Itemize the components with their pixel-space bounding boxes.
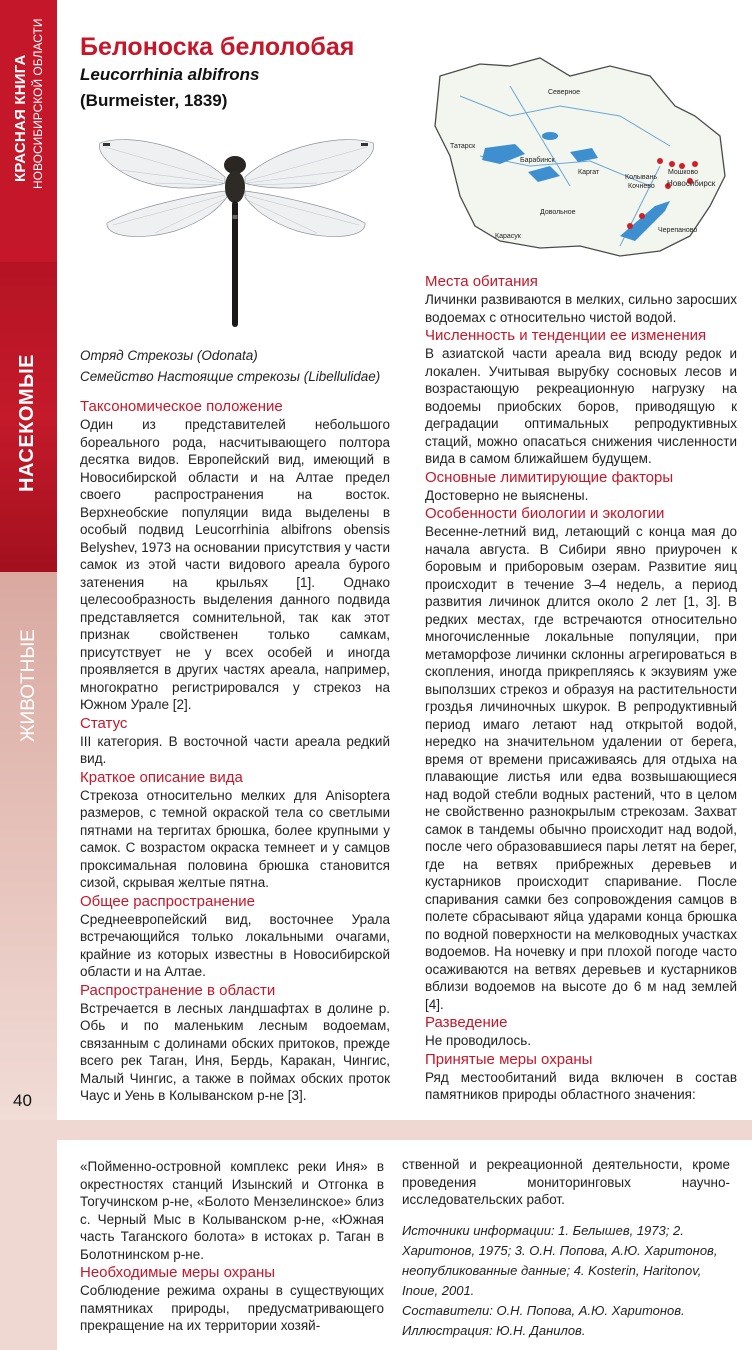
section-text: Не проводилось. [425,1033,532,1048]
map-label-tatarsk: Татарск [450,143,476,150]
distribution-map [420,36,740,266]
continuation-text: ственной и рекреационной деятельности, кроме проведения мониторинговых научно-исследовательских работ. [402,1157,730,1207]
map-label-kargat: Каргат [578,169,600,176]
section-heading: Особенности биологии и экологии [425,505,665,522]
section-heading: Места обитания [425,273,538,290]
map-label-severnoe: Северное [548,89,581,96]
map-label-cherepanovo: Черепаново [658,227,698,234]
section-text: Соблюдение режима охраны в существующих памятниках природы, предусматривающего прекращение на их территории хозяй- [80,1283,384,1333]
bottom-left-column [80,1158,384,1335]
map-label-moshkovo: Мошково [668,169,698,176]
section-heading: Общее распространение [80,892,255,910]
map-label-karasuk: Карасук [495,233,521,240]
section-heading: Распространение в области [80,981,276,999]
map-label-kolyvan: Колывань [625,174,657,181]
section-text: Один из представителей небольшого бореального рода, насчитывающего полтора десятка видов. Европейский вид, имеющий в Новосибирской области и на Алтае предел своего распространения на восток. Верхнеобские популяции вида выделены в особый подвид Leucorrhinia albifrons obensis Belyshev, 1973 на основании присутствия у части самок из этой части видового ареала бурого затенения на крыльях [1]. Однако целесообразность выделения данного подвида представляется сомнительной, так как этот признак свойственен только самкам, присутствует не у всех особей и иногда проявляется в других частях ареала, например, многократно регистрировался у стрекоз на Южном Урале [2]. [80,417,390,712]
order-line: Отряд Стрекозы (Odonata) [80,348,258,363]
map-label-barabinsk: Барабинск [520,157,555,164]
map-label-kochnevo: Кочнево [628,183,655,190]
section-heading: Основные лимитирующие факторы [425,468,674,486]
kingdom-label: ЖИВОТНЫЕ [18,629,39,742]
map-label-novosibirsk: Новосибирск [667,179,716,188]
continuation-text: «Пойменно-островной комплекс реки Иня» в окрестностях станций Изынский и Отгонка в Тогучинском р-не, «Болото Мензелинское» близ с. Черный Мыс в Колыванском р-не, «Южная часть Таганского болота» в истоках р. Таган в Болотнинском р-не. [80,1159,384,1262]
section-text: В азиатской части ареала вид всюду редок и локален. Учитывая вырубку сосновых лесов и возрастающую рекреационную нагрузку на водоемы приобских боров, приводящую к деградации оптимальных репродуктивных стаций, можно опасаться снижения численности вида в самом ближайшем будущем. [425,346,737,466]
compilers-text: Составители: О.Н. Попова, А.Ю. Харитонов. [402,1302,685,1318]
section-text: Достоверно не выяснены. [425,487,589,503]
species-title: Белоноска белолобая [80,33,355,61]
section-text: Встречается в лесных ландшафтах в долине р. Обь и по маленьким лесным водоемам, связанным с долинами обских притоков, прежде всего рек Таган, Иня, Бердь, Каракан, Чингис, Малый Чингис, а также в поймах обских проток Чаус и Уень в Колыванском р-не [3]. [80,1000,390,1103]
section-heading: Таксономическое положение [80,398,283,415]
section-heading: Краткое описание вида [80,768,243,786]
sources-text: Источники информации: 1. Белышев, 1973; 2. Харитонов, 1975; 3. О.Н. Попова, А.Ю. Харитонов, неопубликованные данные; 4. Kosterin, Haritonov, Inoue, 2001. [402,1222,718,1298]
section-heading: Необходимые меры охраны [80,1264,276,1281]
section-text: Среднеевропейский вид, восточнее Урала встречающийся только локальными очагами, крайние из которых известны в Новосибирской области и на Алтае. [80,911,390,979]
section-heading: Статус [80,714,128,732]
sidebar [0,0,57,1120]
section-text: Стрекоза относительно мелких для Anisoptera размеров, с темной окраской тела со светлыми пятнами на тергитах брюшка, более крупными у самок. С возрастом окраска темнеет и у самцов проксимальная половина брюшка становится сизой, скрывая желтые пятна. [80,787,390,890]
map-label-dovolnoe: Довольное [540,209,576,216]
section-text: III категория. В восточной части ареала редкий вид. [80,733,390,766]
book-title: КРАСНАЯ КНИГА [12,54,29,182]
book-region: НОВОСИБИРСКОЙ ОБЛАСТИ [31,18,45,189]
section-heading: Принятые меры охраны [425,1050,593,1068]
page-number: 40 [13,1091,32,1110]
sources-block [402,1221,730,1341]
section-text: Ряд местообитаний вида включен в состав памятников природы областного значения: [425,1069,737,1102]
illustration-credit: Иллюстрация: Ю.Н. Данилов. [402,1322,586,1338]
bottom-right-column [402,1156,730,1341]
species-author: (Burmeister, 1839) [80,91,228,110]
right-column [425,272,737,1104]
section-label: НАСЕКОМЫЕ [16,353,38,492]
left-column [80,397,390,1105]
dragonfly-illustration [95,125,380,335]
family-line: Семейство Настоящие стрекозы (Libellulidae) [80,369,381,384]
species-latin-name: Leucorrhinia albifrons [80,65,260,84]
section-heading: Численность и тенденции ее изменения [425,327,707,344]
section-heading: Разведение [425,1014,508,1031]
section-text: Весенне-летний вид, летающий с конца мая до начала августа. В Сибири явно приурочен к боровым и приборовым озерам. Развитие яиц происходит в течение 3–4 недель, а период развития личинок длится около 2 лет [1, 3]. В редких местах, где встречаются относительно многочисленные локальные популяции, при метаморфозе личинки склонны агрегироваться в скопления, иногда прикрепляясь к экзувиям уже выползших стрекоз и образуя на растительности гроздья личиночных шкурок. В репродуктивный период имаго летают над открытой водой, нередко на значительном удалении от берега, время от времени присаживаясь для отдыха на плавающие листья или едва возвышающиеся над водой стебли водных растений, что в целом не свойственно разнокрылым стрекозам. Захват самок в тандемы обычно происходит над водой, после чего образовавшиеся пары летят на берег, где на ветвях прибрежных деревьев и кустарников происходит спаривание. После спаривания самки без сопровождения самцов в полете сбрасывают яйца ударами конца брюшка по водной поверхности на мелководных участках водоемов. На ночевку и при плохой погоде часто осаживаются на ветвях деревьев и кустарников вблизи водоемов на высоте до 6 м над землей [4]. [425,524,737,1012]
section-text: Личинки развиваются в мелких, сильно заросших водоемах с относительно чистой водой. [425,292,737,325]
